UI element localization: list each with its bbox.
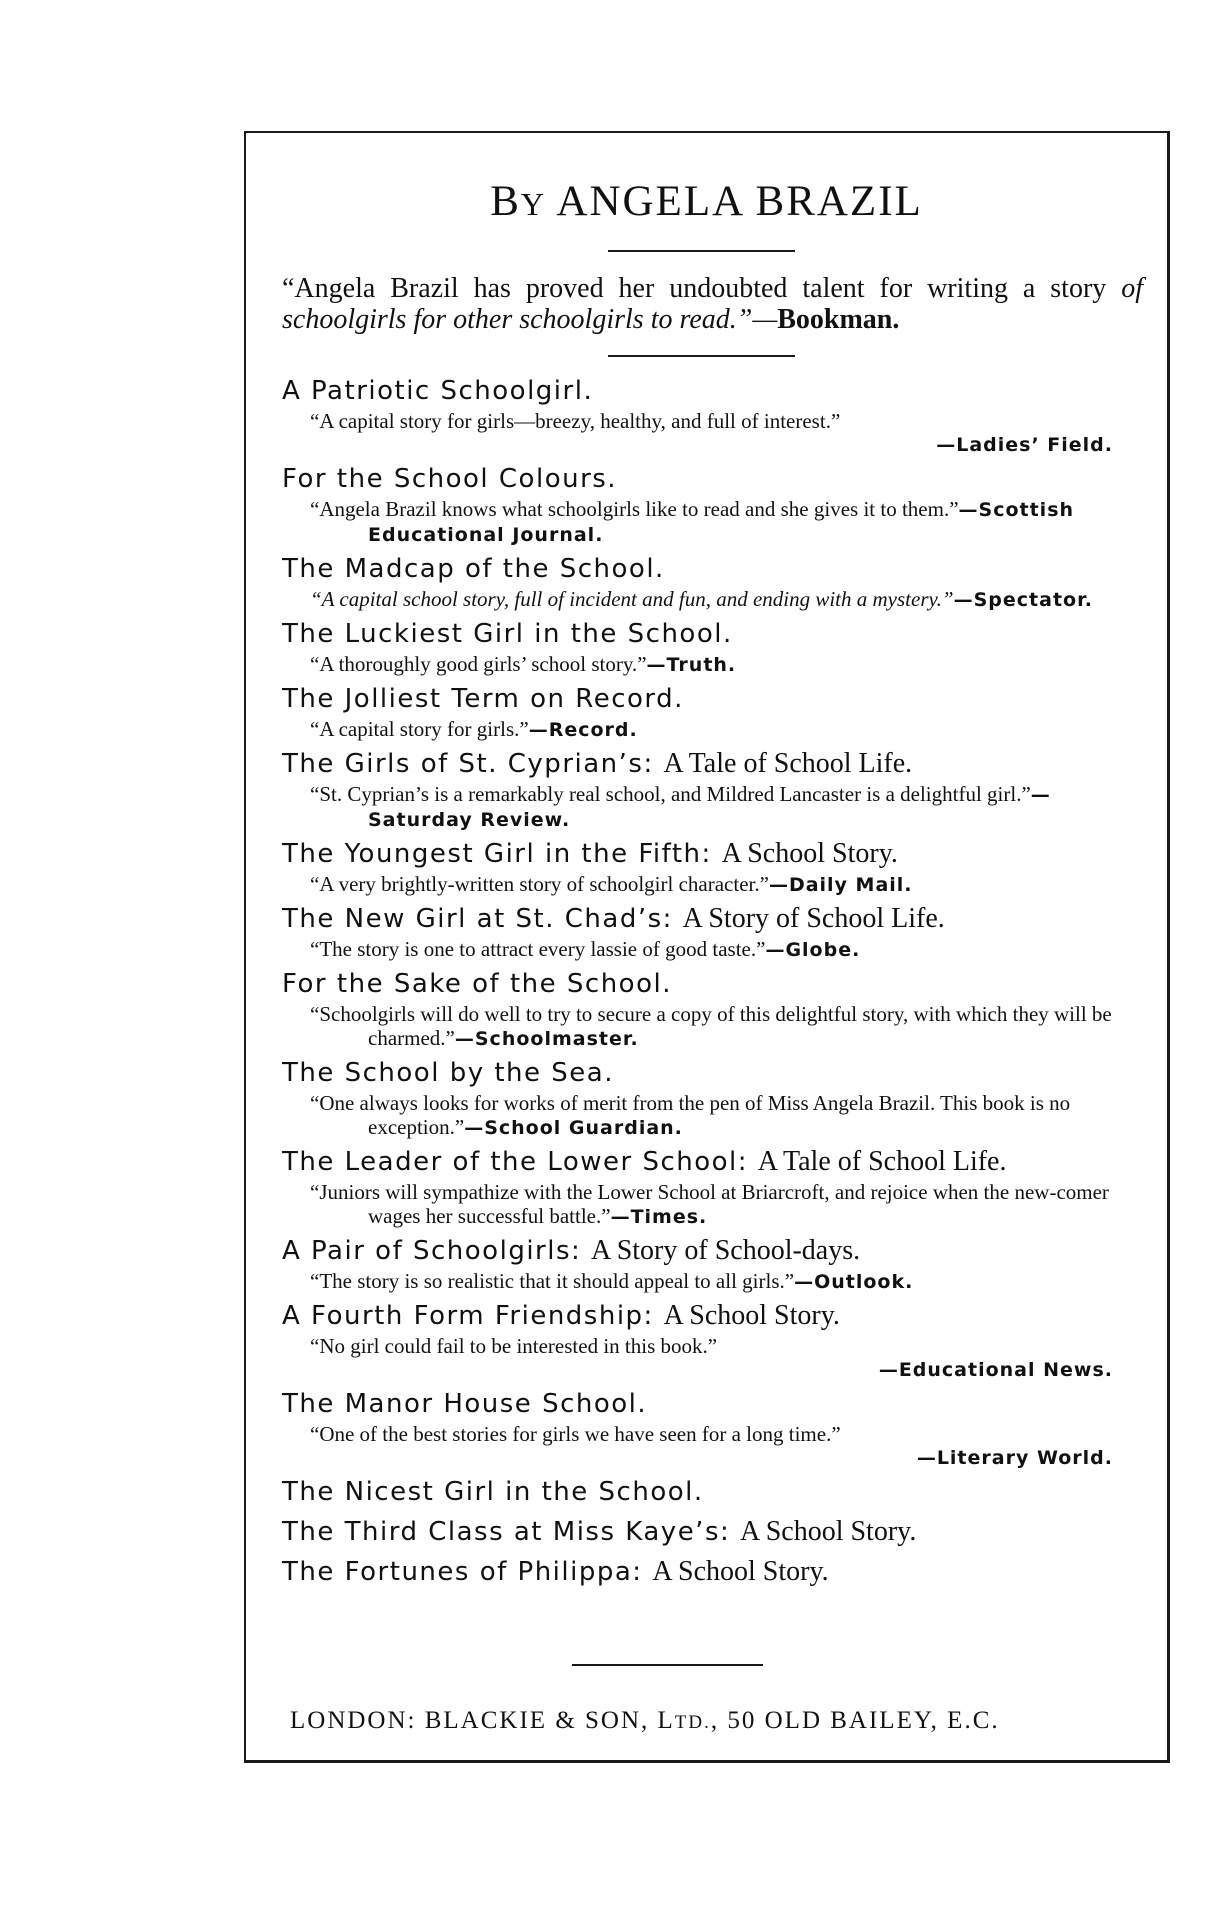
review-quote: “The story is so realistic that it should appeal to all girls.”	[310, 1269, 795, 1293]
book-title-main: A Pair of Schoolgirls:	[282, 1236, 582, 1266]
book-review	[310, 1422, 1143, 1470]
book-subtitle: A Tale of School Life.	[757, 1146, 1007, 1177]
review-quote: “A thoroughly good girls’ school story.”	[310, 652, 647, 676]
book-review	[310, 872, 1143, 897]
review-quote: “Juniors will sympathize with the Lower School at Briarcroft, and rejoice when the new-comer wages her successful battle.”	[310, 1180, 1109, 1228]
book-title: For the Sake of the School.	[282, 969, 672, 999]
book-entry	[282, 1055, 1143, 1140]
book-title	[282, 1554, 1143, 1590]
book-entry	[282, 1554, 1143, 1590]
review-source: —Scottish Educational Journal.	[368, 499, 1075, 546]
book-subtitle: A Story of School Life.	[682, 903, 945, 934]
divider-rule	[608, 250, 795, 252]
book-entry	[282, 681, 1143, 742]
review-quote: “A capital school story, full of incident and fun, and ending with a mystery.”	[310, 587, 954, 611]
imprint-ltd: TD.	[674, 1712, 711, 1733]
book-title	[282, 901, 1143, 937]
book-review	[310, 497, 1143, 547]
book-subtitle: A School Story.	[663, 1300, 840, 1331]
book-entry	[282, 1514, 1143, 1550]
book-review	[310, 1002, 1143, 1051]
intro-source: Bookman.	[777, 304, 900, 335]
book-review	[310, 782, 1143, 832]
book-review	[310, 1091, 1143, 1140]
book-title: The School by the Sea.	[282, 1058, 614, 1088]
review-quote: “The story is one to attract every lassie of good taste.”	[310, 937, 766, 961]
review-source: —Globe.	[765, 939, 861, 961]
book-title	[282, 1144, 1143, 1180]
review-source: —Literary World.	[916, 1447, 1113, 1469]
review-source: —Daily Mail.	[768, 874, 913, 896]
book-title: For the School Colours.	[282, 464, 618, 494]
book-review	[310, 1180, 1143, 1229]
divider-rule	[572, 1664, 763, 1666]
review-source: —Schoolmaster.	[454, 1028, 639, 1050]
book-entry	[282, 551, 1143, 612]
book-review	[310, 1334, 1143, 1382]
book-title: The Jolliest Term on Record.	[282, 684, 684, 714]
book-entry	[282, 1474, 1143, 1510]
review-source: —Educational News.	[878, 1359, 1113, 1381]
imprint-text-1: LONDON: BLACKIE & SON, L	[290, 1707, 675, 1734]
book-title: The Nicest Girl in the School.	[282, 1477, 704, 1507]
imprint-text-2: , 50 OLD BAILEY, E.C.	[710, 1707, 1000, 1734]
publisher-imprint	[290, 1707, 1135, 1735]
intro-text-3: ”—	[736, 304, 778, 335]
book-subtitle: A Story of School-days.	[591, 1235, 861, 1266]
book-subtitle: A School Story.	[721, 838, 898, 869]
review-source: —Saturday Review.	[368, 784, 1051, 831]
review-quote: “A capital story for girls.”	[310, 717, 529, 741]
book-entry	[282, 1144, 1143, 1229]
review-quote: “A very brightly-written story of schoolgirl character.”	[310, 872, 769, 896]
book-entry	[282, 1233, 1143, 1294]
book-review	[310, 1269, 1143, 1294]
review-quote: “One of the best stories for girls we have seen for a long time.”	[310, 1422, 841, 1446]
book-review	[310, 652, 1143, 677]
heading-by-rest: Y	[520, 186, 546, 222]
book-title	[282, 1233, 1143, 1269]
intro-text-2: of schoolgirls for other schoolgirls to read.	[282, 273, 1143, 335]
book-entry	[282, 1386, 1143, 1470]
review-quote: “No girl could fail to be interested in this book.”	[310, 1334, 718, 1358]
book-subtitle: A School Story.	[740, 1516, 917, 1547]
book-title-main: The Fortunes of Philippa:	[282, 1557, 643, 1587]
book-title	[282, 1298, 1143, 1334]
heading-by-initial: B	[490, 178, 521, 225]
divider-rule	[608, 355, 795, 357]
intro-quote	[282, 273, 1143, 335]
book-title	[282, 746, 1143, 782]
book-entry	[282, 461, 1143, 547]
review-source: —Spectator.	[953, 589, 1093, 611]
book-title	[282, 1514, 1143, 1550]
review-source: —Times.	[610, 1206, 708, 1228]
review-source: —Ladies’ Field.	[936, 434, 1113, 456]
book-title-main: The New Girl at St. Chad’s:	[282, 904, 673, 934]
book-title-main: The Girls of St. Cyprian’s:	[282, 749, 654, 779]
book-entry	[282, 373, 1143, 457]
book-entry	[282, 901, 1143, 962]
book-list	[282, 373, 1143, 1594]
book-title-main: The Youngest Girl in the Fifth:	[282, 839, 712, 869]
review-quote: “Angela Brazil knows what schoolgirls like to read and she gives it to them.”	[310, 497, 959, 521]
heading-author: ANGELA BRAZIL	[556, 178, 923, 225]
book-title-main: The Leader of the Lower School:	[282, 1147, 749, 1177]
book-entry	[282, 966, 1143, 1051]
book-subtitle: A School Story.	[652, 1556, 829, 1587]
book-review	[310, 937, 1143, 962]
review-source: —Truth.	[646, 654, 737, 676]
intro-text-1: “Angela Brazil has proved her undoubted talent for writing a story	[282, 273, 1122, 304]
book-title-main: A Fourth Form Friendship:	[282, 1301, 654, 1331]
review-source: —School Guardian.	[464, 1117, 683, 1139]
book-entry	[282, 836, 1143, 897]
book-title: A Patriotic Schoolgirl.	[282, 376, 594, 406]
book-title: The Madcap of the School.	[282, 554, 665, 584]
book-review	[310, 717, 1143, 742]
review-source: —Record.	[528, 719, 638, 741]
book-subtitle: A Tale of School Life.	[663, 748, 913, 779]
book-review	[310, 409, 1143, 457]
review-quote: “A capital story for girls—breezy, healthy, and full of interest.”	[310, 409, 841, 433]
review-quote: “Schoolgirls will do well to try to secure a copy of this delightful story, with which they will be charmed.”	[310, 1002, 1112, 1050]
book-title-main: The Third Class at Miss Kaye’s:	[282, 1517, 731, 1547]
book-title	[282, 836, 1143, 872]
book-entry	[282, 746, 1143, 832]
book-entry	[282, 616, 1143, 677]
book-review	[310, 587, 1143, 612]
review-source: —Outlook.	[794, 1271, 914, 1293]
book-title: The Luckiest Girl in the School.	[282, 619, 733, 649]
review-quote: “One always looks for works of merit from the pen of Miss Angela Brazil. This book is no exception.”	[310, 1091, 1071, 1139]
page-heading	[246, 177, 1167, 226]
book-entry	[282, 1298, 1143, 1382]
advertisement-frame	[244, 131, 1170, 1763]
review-quote: “St. Cyprian’s is a remarkably real school, and Mildred Lancaster is a delightful girl.”	[310, 782, 1031, 806]
book-title: The Manor House School.	[282, 1389, 648, 1419]
